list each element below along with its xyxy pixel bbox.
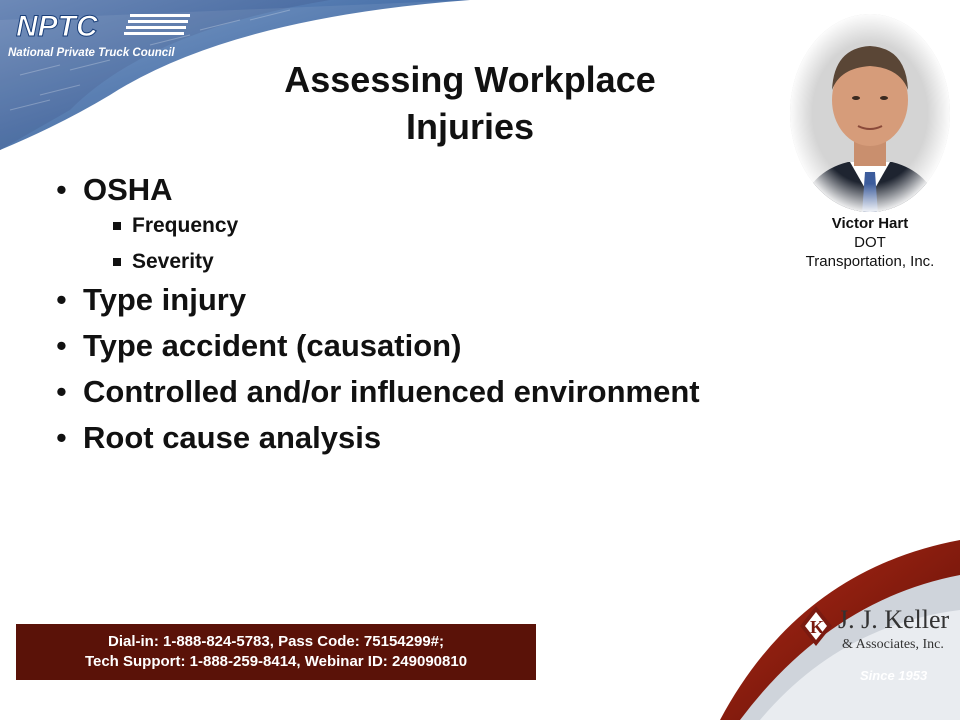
nptc-acronym: NPTC [16,10,98,43]
bullet-item [56,374,796,410]
speaker-org-line2: Transportation, Inc. [805,253,935,270]
dialin-line1: Dial-in: 1-888-824-5783, Pass Code: 75154299#; [107,633,445,650]
speaker-org-line1: DOT [854,234,886,251]
bullet-label: Type injury [83,282,247,317]
speaker-name: Victor Hart [831,215,909,232]
bullet-item [56,420,796,456]
dialin-line2: Tech Support: 1-888-259-8414, Webinar ID: 249090810 [84,653,468,670]
bullet-item [56,172,796,274]
bullet-label: Type accident (causation) [83,328,462,363]
jj-keller-logo [798,602,958,686]
sub-bullet-list [83,214,796,274]
bullet-dot: • [56,282,67,317]
sponsor-name: J. J. Keller [838,605,950,634]
slide-title-line1: Assessing Workplace [284,59,656,100]
bullet-list [56,172,796,456]
sub-bullet-item [83,250,796,274]
slide-title-line2: Injuries [405,106,535,147]
sub-bullet-item [83,214,796,238]
bullet-dot: • [56,420,67,455]
bullet-item [56,328,796,364]
bullet-label: Root cause analysis [83,420,382,455]
bullet-dot: • [56,328,67,363]
bullet-dot: • [56,172,67,207]
nptc-name: National Private Truck Council [8,47,175,59]
svg-text:K: K [810,617,825,637]
sub-bullet-label: Frequency [132,214,239,237]
speaker-caption [770,214,960,271]
bullet-label: OSHA [83,172,173,207]
bullet-label: Controlled and/or influenced environment [83,374,700,409]
dialin-box [16,624,536,680]
sponsor-sub: & Associates, Inc. [842,637,944,652]
square-bullet-icon [113,222,121,230]
square-bullet-icon [113,258,121,266]
sponsor-since: Since 1953 [860,668,928,683]
speaker-portrait [788,12,952,214]
nptc-logo [6,6,198,66]
sub-bullet-label: Severity [132,250,214,273]
keller-diamond-icon [800,606,832,646]
bullet-item [56,282,796,318]
bullet-dot: • [56,374,67,409]
slide-title [220,56,720,150]
